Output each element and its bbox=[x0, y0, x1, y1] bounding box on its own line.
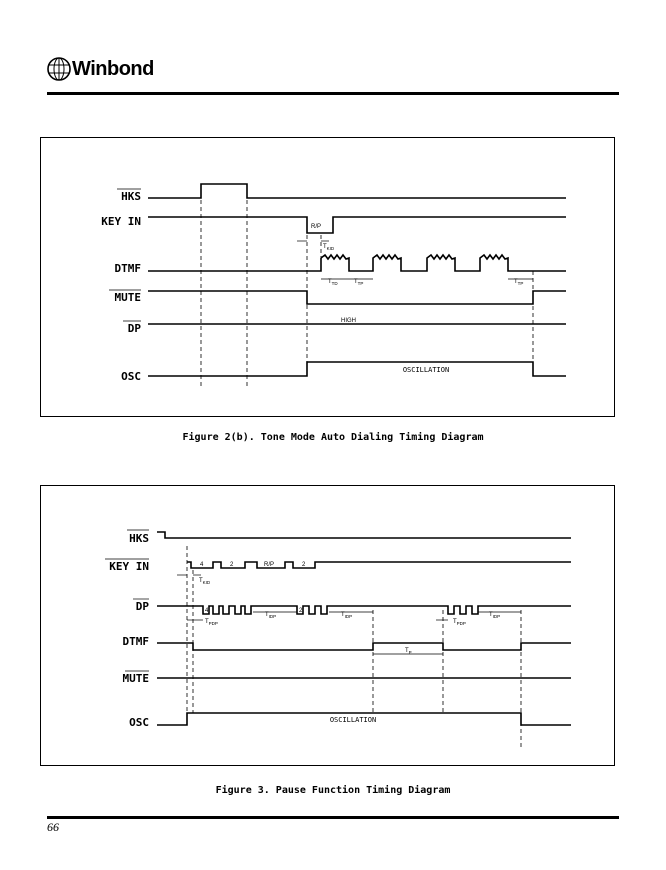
waveform-mute bbox=[148, 291, 566, 304]
label-ttd: $T_{TD}$ bbox=[328, 279, 338, 286]
label-rp: R/P bbox=[311, 224, 322, 230]
label-tp: $T_P$ bbox=[405, 648, 412, 655]
footer-rule bbox=[47, 816, 619, 819]
signal-label-osc: OSC bbox=[121, 370, 141, 383]
key-label-2: 2 bbox=[230, 562, 234, 568]
label-tidp-2: $T_{IDP}$ bbox=[341, 612, 353, 619]
signal-label-hks: HKS bbox=[121, 190, 141, 203]
figure-3-caption: Figure 3. Pause Function Timing Diagram bbox=[215, 785, 451, 796]
signal-label-dtmf: DTMF bbox=[122, 635, 149, 648]
waveform-dp bbox=[157, 606, 571, 614]
signal-label-key-in: KEY IN bbox=[109, 560, 149, 573]
label-tpdp-2: $T_{PDP}$ bbox=[453, 619, 466, 626]
signal-label-mute: MUTE bbox=[122, 672, 149, 685]
dp-digit-4: 4 bbox=[205, 608, 209, 614]
signal-label-hks: HKS bbox=[129, 532, 149, 545]
signal-label-mute: MUTE bbox=[114, 291, 141, 304]
label-oscillation: OSCILLATION bbox=[402, 366, 450, 374]
key-label-rp: R/P bbox=[264, 562, 275, 568]
label-tkid: $T_{KID}$ bbox=[323, 244, 335, 251]
signal-label-dtmf: DTMF bbox=[114, 262, 141, 275]
logo-text: Winbond bbox=[72, 58, 154, 80]
label-ttp: $T_{TP}$ bbox=[354, 279, 364, 286]
waveform-hks bbox=[148, 184, 566, 198]
label-tpdp: $T_{PDP}$ bbox=[205, 619, 218, 626]
dp-digit-2: 2 bbox=[299, 608, 303, 614]
waveform-hks bbox=[157, 532, 571, 538]
label-tkid: $T_{KID}$ bbox=[199, 578, 211, 585]
figure-2b-caption: Figure 2(b). Tone Mode Auto Dialing Timing Diagram bbox=[182, 432, 484, 443]
label-oscillation: OSCILLATION bbox=[329, 716, 377, 724]
signal-label-dp: DP bbox=[127, 322, 141, 335]
signal-label-osc: OSC bbox=[129, 716, 149, 729]
label-tidp-3: $T_{IDP}$ bbox=[489, 612, 501, 619]
page-number: 66 bbox=[47, 820, 59, 834]
waveform-key-in bbox=[187, 562, 571, 568]
label-high: HIGH bbox=[341, 318, 356, 324]
signal-label-key-in: KEY IN bbox=[101, 215, 141, 228]
waveform-osc bbox=[148, 362, 566, 376]
waveform-dtmf bbox=[148, 255, 566, 271]
label-ttp-2: $T_{TP}$ bbox=[514, 279, 524, 286]
header-rule bbox=[47, 92, 619, 95]
waveform-dtmf bbox=[157, 643, 571, 650]
waveform-key-in bbox=[148, 217, 566, 233]
figure-2b-timing-diagram bbox=[40, 137, 615, 417]
label-tidp: $T_{IDP}$ bbox=[265, 612, 277, 619]
figure-3-timing-diagram bbox=[40, 485, 615, 766]
signal-label-dp: DP bbox=[135, 600, 149, 613]
key-label-4: 4 bbox=[200, 562, 204, 568]
key-label-2b: 2 bbox=[302, 562, 306, 568]
